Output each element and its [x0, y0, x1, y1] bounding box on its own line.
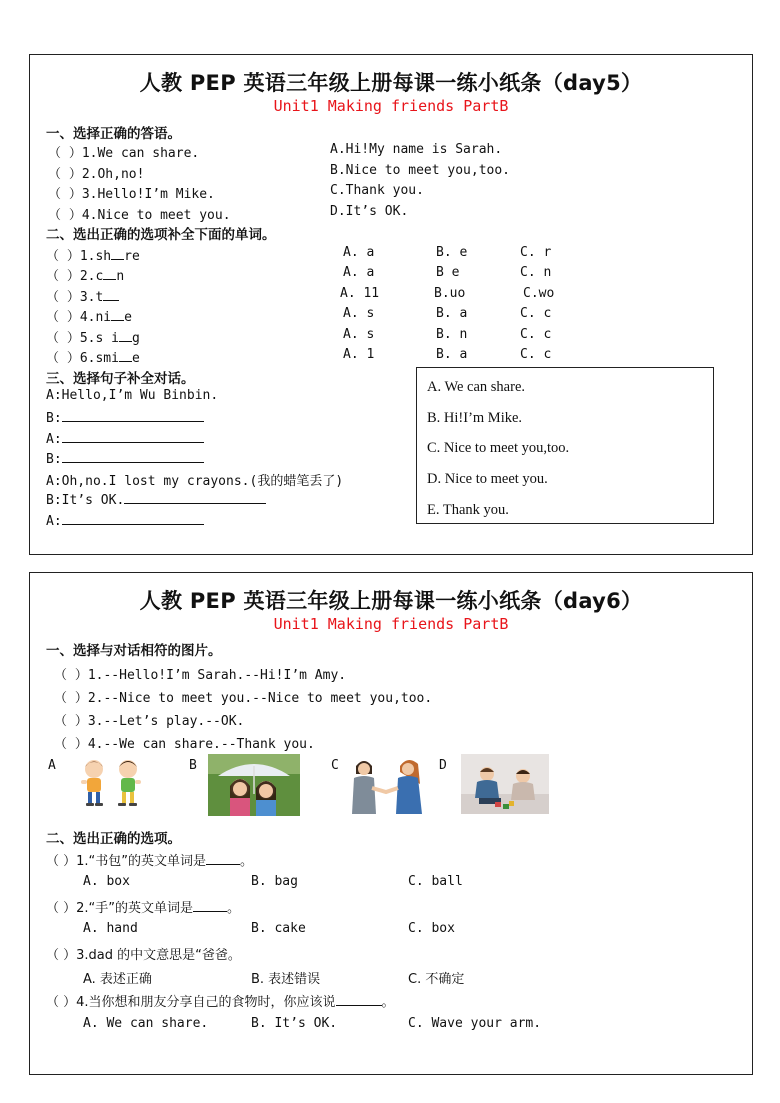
- day6-q4-option-b: B. It’s OK.: [251, 1016, 338, 1031]
- children-playing-image: [461, 754, 549, 814]
- day5-word-6-option-a: A. 1: [343, 347, 375, 362]
- day5-word-5-option-c: C. c: [520, 327, 552, 342]
- day6-title: 人教 PEP 英语三年级上册每课一练小纸条（day6）: [139, 589, 643, 613]
- day5-word-1-option-a: A. a: [343, 245, 375, 260]
- day5-sentence-option-e: E. Thank you.: [427, 502, 509, 518]
- day5-sentence-options-box: [416, 367, 714, 524]
- day6-q3-option-c: C. 不确定: [408, 972, 465, 987]
- day5-s1-answer-b: B.Nice to meet you,too.: [330, 163, 511, 178]
- day6-q3-option-a: A. 表述正确: [83, 972, 152, 987]
- day6-picture-label-a: A: [48, 758, 56, 773]
- day5-s1-question-2: （ ）2.Oh,no!: [48, 167, 145, 182]
- day6-s1-question-3: （ ）3.--Let’s play.--OK.: [54, 714, 245, 729]
- day6-q4-option-a: A. We can share.: [83, 1016, 209, 1031]
- day5-word-item-2: （ ）2.c n: [46, 265, 124, 284]
- day5-dialog-line-6: B:It’s OK.: [46, 490, 266, 508]
- day5-word-2-option-c: C. n: [520, 265, 552, 280]
- day5-s1-answer-d: D.It’s OK.: [330, 204, 409, 219]
- day5-word-item-6: （ ）6.smi e: [46, 347, 140, 366]
- day5-dialog-line-7: A:: [46, 511, 204, 529]
- two-cartoon-kids-image: [78, 756, 146, 810]
- day5-section3-heading: 三、选择句子补全对话。: [46, 371, 195, 387]
- day6-s1-question-1: （ ）1.--Hello!I’m Sarah.--Hi!I’m Amy.: [54, 668, 347, 683]
- day5-word-6-option-c: C. c: [520, 347, 552, 362]
- day5-s1-question-4: （ ）4.Nice to meet you.: [48, 208, 231, 223]
- women-shaking-hands-image: [346, 756, 428, 814]
- day5-word-3-option-c: C.wo: [523, 286, 555, 301]
- day5-word-1-option-c: C. r: [520, 245, 552, 260]
- day5-word-5-option-a: A. s: [343, 327, 375, 342]
- day5-word-item-5: （ ）5.s i g: [46, 327, 140, 346]
- day5-word-6-option-b: B. a: [436, 347, 468, 362]
- day5-word-2-option-b: B e: [436, 265, 460, 280]
- day5-dialog-line-4: B:: [46, 449, 204, 467]
- day6-q2-option-a: A. hand: [83, 921, 138, 936]
- day6-q1-option-c: C. ball: [408, 874, 463, 889]
- day6-q3-option-b: B. 表述错误: [251, 972, 321, 987]
- day5-word-5-option-b: B. n: [436, 327, 468, 342]
- girls-under-umbrella-image: [208, 754, 300, 816]
- day6-q1-option-b: B. bag: [251, 874, 298, 889]
- day5-sentence-option-a: A. We can share.: [427, 379, 526, 395]
- day5-section1-heading: 一、选择正确的答语。: [46, 126, 181, 142]
- day5-dialog-line-5: A:Oh,no.I lost my crayons.(我的蜡笔丢了): [46, 474, 344, 489]
- day5-s1-question-3: （ ）3.Hello!I’m Mike.: [48, 187, 215, 202]
- day6-q2-option-c: C. box: [408, 921, 455, 936]
- day6-q2-option-b: B. cake: [251, 921, 306, 936]
- day5-word-2-option-a: A. a: [343, 265, 375, 280]
- day6-s2-question-4: （ ）4.当你想和朋友分享自己的食物时，你应该说 。: [46, 991, 395, 1010]
- day5-dialog-line-2: B:: [46, 408, 204, 426]
- day5-section2-heading: 二、选出正确的选项补全下面的单词。: [46, 227, 276, 243]
- day5-word-item-1: （ ）1.sh re: [46, 245, 140, 264]
- day6-s1-question-4: （ ）4.--We can share.--Thank you.: [54, 737, 315, 752]
- day6-picture-label-d: D: [439, 758, 447, 773]
- day6-s2-question-1: （ ）1.“书包”的英文单词是 。: [46, 850, 253, 869]
- day6-section1-heading: 一、选择与对话相符的图片。: [46, 643, 222, 659]
- day5-dialog-line-3: A:: [46, 429, 204, 447]
- day6-s1-question-2: （ ）2.--Nice to meet you.--Nice to meet you,too.: [54, 691, 433, 706]
- day5-s1-answer-a: A.Hi!My name is Sarah.: [330, 142, 503, 157]
- day6-s2-question-2: （ ）2.“手”的英文单词是 。: [46, 897, 240, 916]
- worksheet-day6: [29, 572, 753, 1075]
- day5-word-item-3: （ ）3.t: [46, 286, 119, 305]
- worksheet-day5: [29, 54, 753, 555]
- day5-word-3-option-a: A. 11: [340, 286, 380, 301]
- day5-word-4-option-a: A. s: [343, 306, 375, 321]
- day6-picture-label-b: B: [189, 758, 197, 773]
- day5-title: 人教 PEP 英语三年级上册每课一练小纸条（day5）: [139, 71, 643, 95]
- day5-word-4-option-c: C. c: [520, 306, 552, 321]
- day5-s1-answer-c: C.Thank you.: [330, 183, 424, 198]
- day5-dialog-line-1: A:Hello,I’m Wu Binbin.: [46, 388, 219, 403]
- day5-sentence-option-c: C. Nice to meet you,too.: [427, 440, 570, 456]
- day5-word-item-4: （ ）4.ni e: [46, 306, 132, 325]
- day5-word-1-option-b: B. e: [436, 245, 468, 260]
- day5-subtitle: Unit1 Making friends PartB: [273, 97, 509, 115]
- day5-sentence-option-b: B. Hi!I’m Mike.: [427, 410, 523, 426]
- day6-subtitle: Unit1 Making friends PartB: [273, 615, 509, 633]
- day6-picture-label-c: C: [331, 758, 339, 773]
- day5-s1-question-1: （ ）1.We can share.: [48, 146, 200, 161]
- day6-q4-option-c: C. Wave your arm.: [408, 1016, 542, 1031]
- day5-word-3-option-b: B.uo: [434, 286, 466, 301]
- day6-q1-option-a: A. box: [83, 874, 130, 889]
- day5-word-4-option-b: B. a: [436, 306, 468, 321]
- day6-section2-heading: 二、选出正确的选项。: [46, 831, 181, 847]
- day6-s2-question-3: （ ）3.dad 的中文意思是“爸爸。: [46, 948, 241, 963]
- day5-sentence-option-d: D. Nice to meet you.: [427, 471, 548, 487]
